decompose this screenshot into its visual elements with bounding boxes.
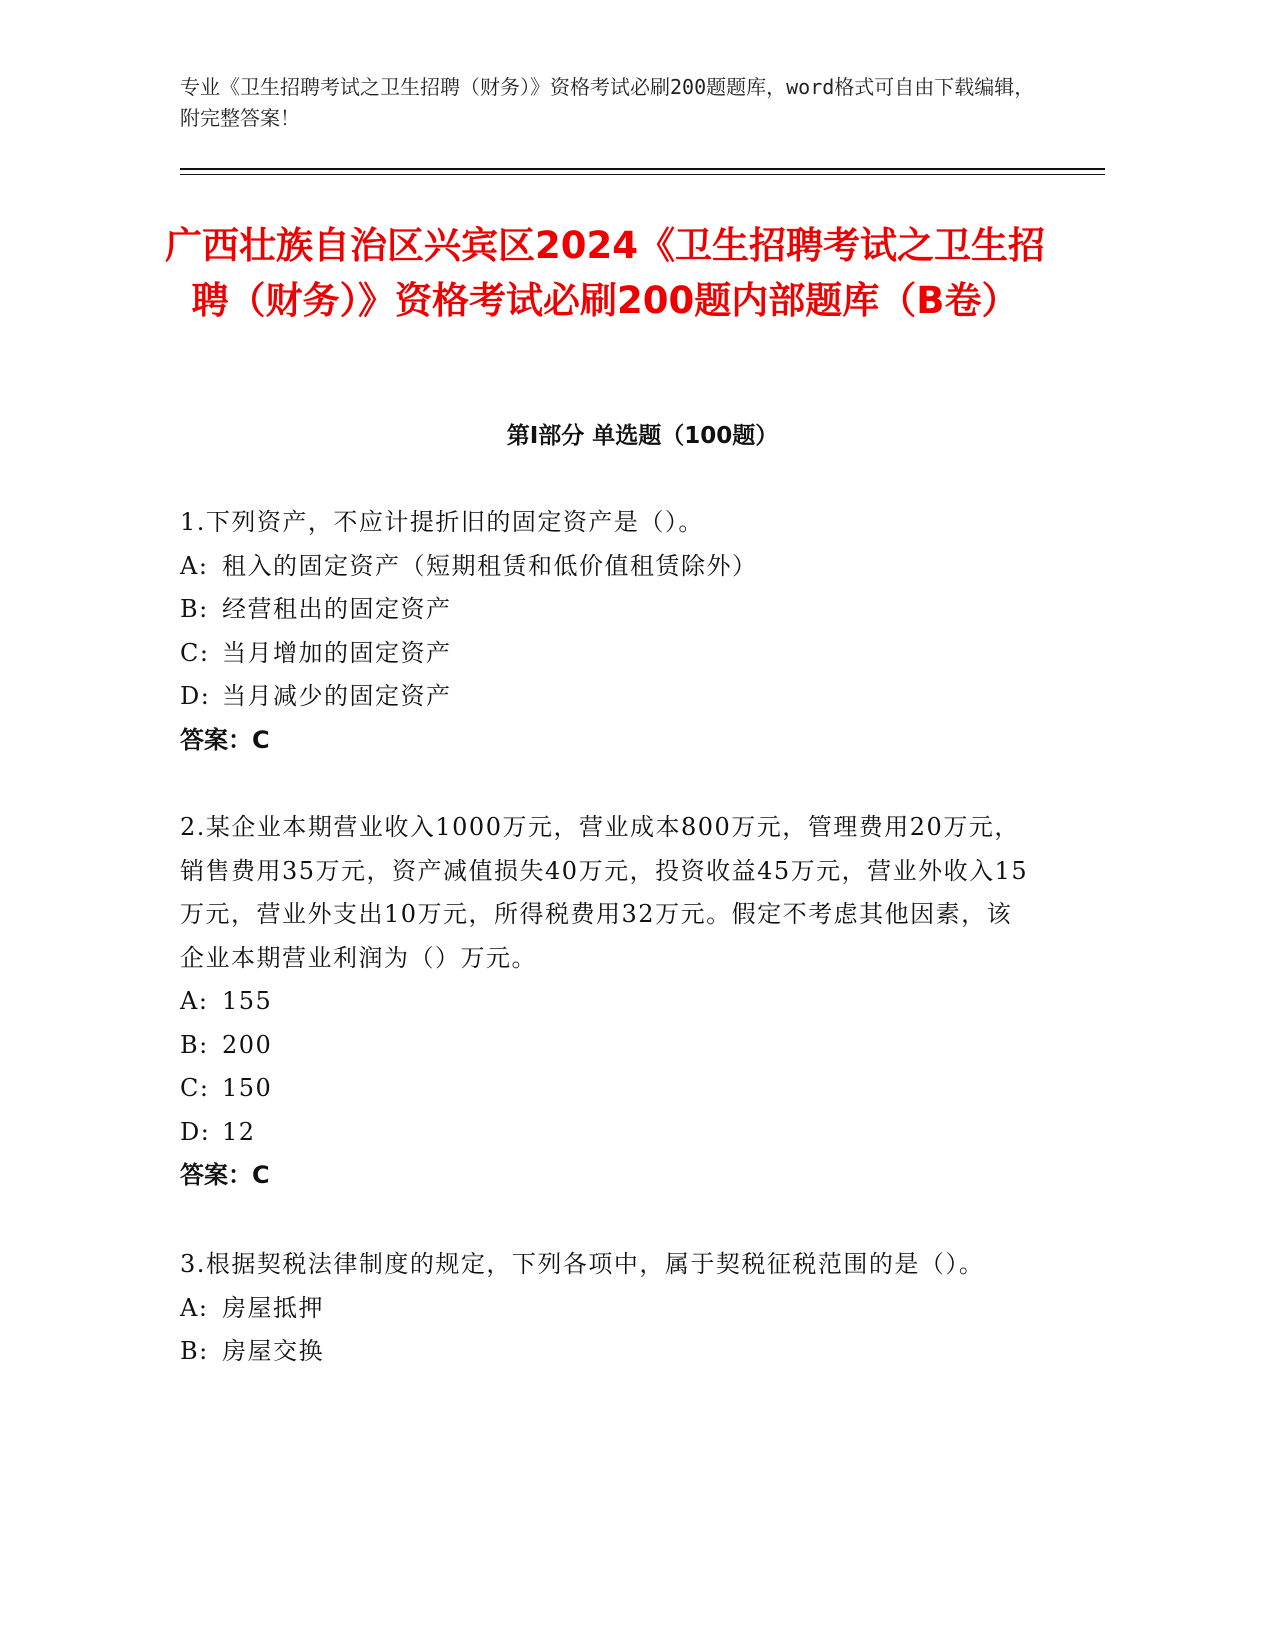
section-heading: 第Ⅰ部分 单选题（100题） <box>506 423 779 449</box>
header-divider-thin <box>180 174 1105 175</box>
answer-line: 答案：C <box>180 725 270 754</box>
option-a <box>180 545 1030 589</box>
option-letter: C: <box>180 1074 210 1102</box>
option-text: 房屋交换 <box>222 1337 324 1365</box>
question-stem: 2.某企业本期营业收入1000万元，营业成本800万元，管理费用20万元，销售费用35万元，资产减值损失40万元，投资收益45万元，营业外收入15万元，营业外支出10万元，所得税费用32万元。假定不考虑其他因素，该企业本期营业利润为（）万元。 <box>180 813 1029 972</box>
option-letter: D: <box>180 1117 211 1146</box>
question-1 <box>180 501 1030 762</box>
answer-line: 答案：C <box>180 1161 270 1189</box>
option-a <box>180 980 1030 1024</box>
option-b <box>180 1330 1030 1374</box>
option-letter: D: <box>180 682 211 710</box>
option-b <box>180 1024 1030 1068</box>
header-divider-thick <box>180 168 1105 170</box>
option-letter: B: <box>180 595 209 623</box>
question-3 <box>180 1243 1030 1374</box>
option-text: 12 <box>222 1117 256 1146</box>
header-note: 专业《卫生招聘考试之卫生招聘（财务）》资格考试必刷200题题库，word格式可自由下载编辑，附完整答案！ <box>180 75 1035 130</box>
document-title: 广西壮族自治区兴宾区2024《卫生招聘考试之卫生招聘（财务）》资格考试必刷200题内部题库（B卷） <box>165 224 1045 322</box>
option-letter: B: <box>180 1337 209 1365</box>
option-c <box>180 632 1030 676</box>
option-d <box>180 675 1030 719</box>
option-letter: A: <box>180 987 209 1015</box>
option-letter: A: <box>180 1293 209 1322</box>
option-d <box>180 1111 1030 1155</box>
question-stem: 3.根据契税法律制度的规定，下列各项中，属于契税征税范围的是（）。 <box>180 1250 985 1278</box>
option-text: 当月增加的固定资产 <box>222 638 452 667</box>
option-letter: B: <box>180 1030 209 1059</box>
question-stem: 1.下列资产，不应计提折旧的固定资产是（）。 <box>180 508 704 536</box>
option-text: 经营租出的固定资产 <box>222 595 452 623</box>
option-text: 200 <box>222 1030 273 1059</box>
option-text: 当月减少的固定资产 <box>222 682 452 710</box>
option-b <box>180 588 1030 632</box>
option-text: 155 <box>222 987 273 1015</box>
question-2 <box>180 806 1030 1198</box>
option-letter: A: <box>180 551 209 580</box>
option-letter: C: <box>180 638 210 667</box>
option-text: 租入的固定资产（短期租赁和低价值租赁除外） <box>222 551 758 580</box>
option-text: 150 <box>222 1074 273 1102</box>
option-text: 房屋抵押 <box>222 1293 324 1322</box>
option-a <box>180 1287 1030 1331</box>
option-c <box>180 1067 1030 1111</box>
